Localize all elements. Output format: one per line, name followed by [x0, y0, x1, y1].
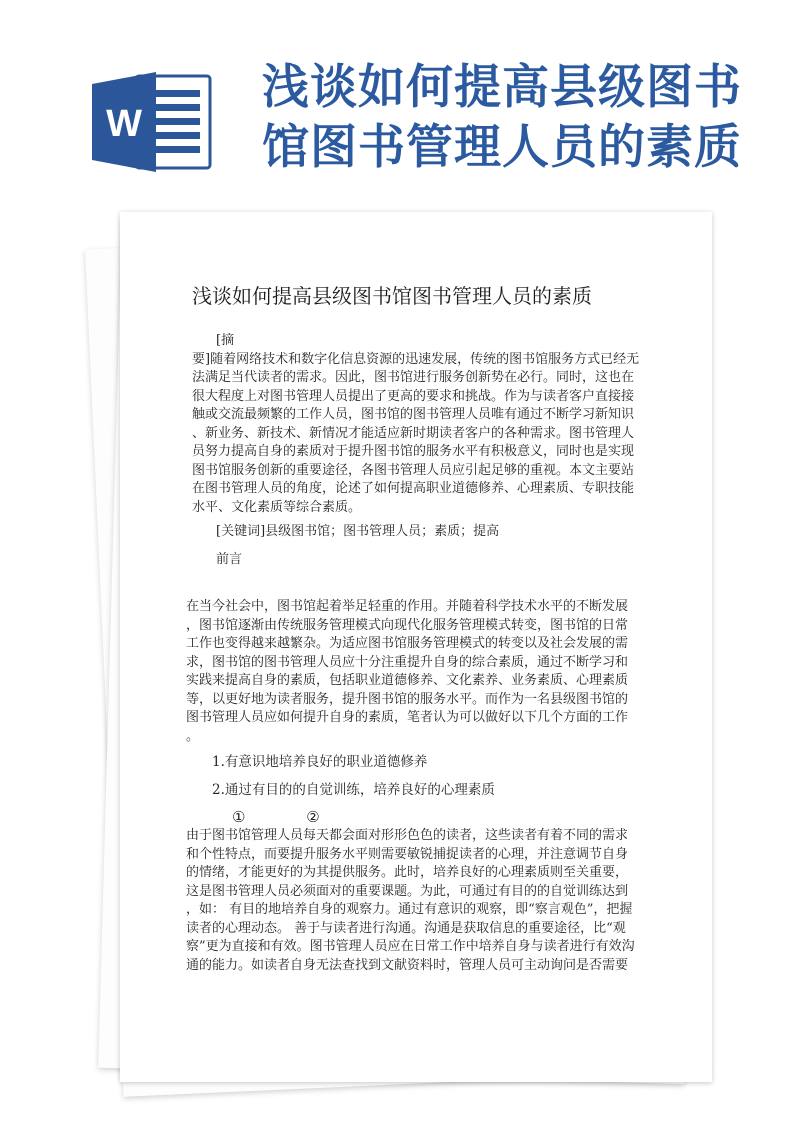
banner-title-line-1: 浅谈如何提高县级图书 [262, 60, 742, 115]
marker-1: ① [232, 808, 246, 826]
intro-line: 求，图书馆的图书管理人员应十分注重提升自身的综合素质，通过不断学习和 [186, 654, 629, 670]
body-line: 和个性特点，而要提升服务水平则需要敏锐捕捉读者的心理，并注意调节自身 [186, 846, 629, 862]
svg-text:W: W [106, 103, 142, 145]
banner [0, 0, 800, 215]
abstract-line: 很大程度上对图书管理人员提出了更高的要求和挑战。作为与读者客户直接接 [192, 388, 635, 404]
document-title: 浅谈如何提高县级图书馆图书管理人员的素质 [192, 284, 592, 308]
body-line: 通的能力。如读者自身无法查找到文献资料时，管理人员可主动询问是否需要 [186, 957, 629, 973]
keywords: [关键词]县级图书馆；图书管理人员；素质；提高 [216, 524, 500, 539]
body-paragraph [186, 827, 642, 975]
abstract-line: 图书馆服务创新的重要途径，各图书管理人员应引起足够的重视。本文主要站 [192, 462, 635, 478]
abstract-line: 触或交流最频繁的工作人员，图书馆的图书管理人员唯有通过不断学习新知识 [192, 407, 635, 422]
abstract-line: 员努力提高自身的素质对于提升图书馆的服务水平有积极意义，同时也是实现 [192, 444, 635, 459]
body-line: 的情绪，才能更好的为其提供服务。此时，培养良好的心理素质则至关重要， [186, 865, 629, 880]
marker-2: ② [306, 808, 320, 826]
abstract-line: 、新业务、新技术、新情况才能适应新时期读者客户的各种需求。图书管理人 [192, 425, 635, 441]
section-heading-1: 1.有意识地培养良好的职业道德修养 [212, 754, 428, 770]
intro-line: 在当今社会中，图书馆起着举足轻重的作用。并随着科学技术水平的不断发展 [186, 599, 629, 614]
section-heading-2: 2.通过有目的的自觉训练，培养良好的心理素质 [212, 782, 495, 798]
numbered-markers [232, 808, 376, 827]
preface-heading: 前言 [216, 552, 243, 567]
abstract-line: 法满足当代读者的需求。因此，图书馆进行服务创新势在必行。同时，这也在 [192, 370, 635, 385]
abstract-line: 水平、文化素质等综合素质。 [192, 499, 362, 515]
abstract-line: 在图书管理人员的角度，论述了如何提高职业道德修养、心理素质、专职技能 [192, 481, 635, 496]
word-document-icon [92, 70, 214, 174]
abstract-line: 要]随着网络技术和数字化信息资源的迅速发展，传统的图书馆服务方式已经无 [192, 351, 640, 367]
intro-line: 实践来提高自身的素质，包括职业道德修养、文化素养、业务素质、心理素质 [186, 673, 629, 688]
body-line: 这是图书管理人员必须面对的重要课题。为此，可通过有目的的自觉训练达到 [186, 883, 629, 899]
intro-line: 等，以更好地为读者服务，提升图书馆的服务水平。而作为一名县级图书馆的 [186, 691, 629, 707]
intro-line: ，图书馆逐渐由传统服务管理模式向现代化服务管理模式转变，图书馆的日常 [186, 617, 629, 633]
banner-title-line-2: 馆图书管理人员的素质 [262, 120, 742, 175]
intro-line: 工作也变得越来越繁杂。为适应图书馆服务管理模式的转变以及社会发展的需 [186, 636, 629, 651]
body-line: 读者的心理动态。 善于与读者进行沟通。沟通是获取信息的重要途径，比“观 [186, 920, 626, 936]
body-line: 察”更为直接和有效。图书管理人员应在日常工作中培养自身与读者进行有效沟 [186, 939, 635, 954]
document-page [120, 212, 712, 1082]
abstract-line: [摘 [216, 333, 235, 348]
intro-line: 图书管理人员应如何提升自身的素质，笔者认为可以做好以下几个方面的工作 [186, 710, 629, 725]
intro-line: 。 [186, 728, 200, 744]
abstract [192, 332, 642, 517]
banner-title [262, 58, 742, 178]
body-line: ，如： 有目的地培养自身的观察力。通过有意识的观察，即“察言观色”，把握 [186, 902, 633, 917]
body-line: 由于图书馆管理人员每天都会面对形形色色的读者，这些读者有着不同的需求 [186, 828, 629, 843]
intro-paragraph [186, 598, 642, 746]
